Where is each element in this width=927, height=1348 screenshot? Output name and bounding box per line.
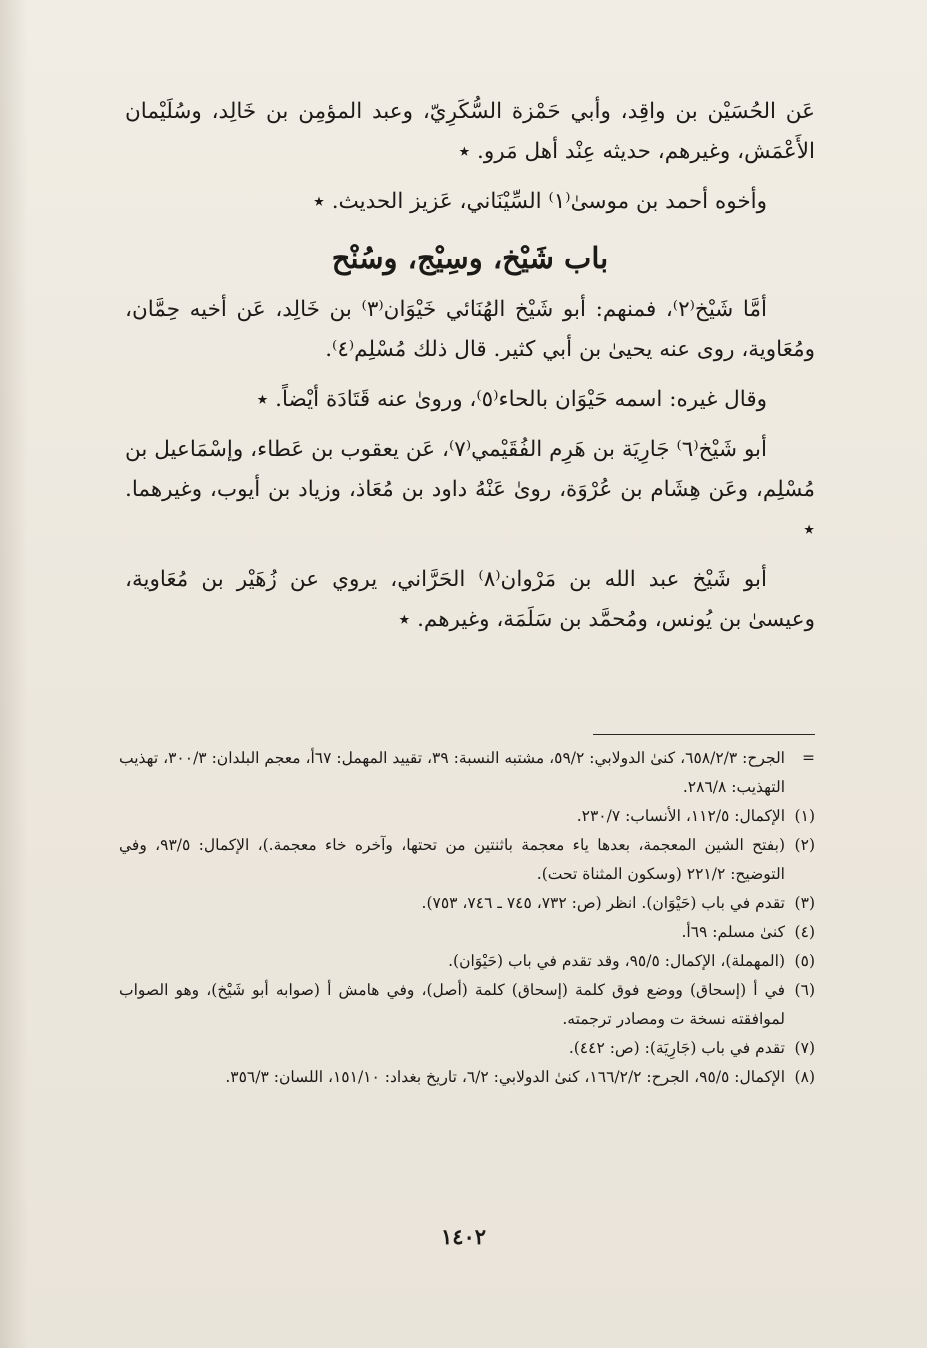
footnote-mark: (٢) [794, 836, 815, 854]
footnote-4 [119, 918, 815, 947]
footnote-3 [119, 889, 815, 918]
footnote-text: الإكمال: ١١٢/٥، الأنساب: ٢٣٠/٧. [576, 807, 785, 825]
page-number: ١٤٠٢ [440, 1224, 487, 1249]
footnote-text: كنىٰ مسلم: ٦٩أ. [681, 923, 785, 941]
footnote-mark: (٤) [794, 923, 815, 941]
footnote-text: (المهملة)، الإكمال: ٩٥/٥، وقد تقدم في باب (حَيْوَان). [448, 952, 785, 970]
footnote-text: تقدم في باب (حَيْوَان). انظر (ص: ٧٣٢، ٧٤٥ ـ ٧٤٦، ٧٥٣). [421, 894, 785, 912]
footnote-text: الإكمال: ٩٥/٥، الجرح: ١٦٦/٢/٢، كنىٰ الدولابي: ٦/٢، تاريخ بغداد: ١٥١/١٠، اللسان: ٣٥٦/٣. [225, 1068, 785, 1086]
paragraph-3: أمَّا شَيْخ⁽٢⁾، فمنهم: أبو شَيْخ الهُنَائي خَيْوَان⁽٣⁾ بن خَالِد، عَن أخيه حِمَّان، ومُعَاوية، روى عنه يحيىٰ بن أبي كثير. قال ذلك مُسْلِم⁽٤⁾. [125, 297, 815, 362]
footnotes [119, 744, 815, 1092]
footnote-mark: = [802, 749, 815, 767]
footnote-continuation [119, 744, 815, 802]
footnote-text: (بفتح الشين المعجمة، بعدها ياء معجمة باثنتين من تحتها، وآخره خاء معجمة.)، الإكمال: ٩٣/٥، وفي التوضيح: ٢٢١/٢ (وسكون المثناة تحت). [119, 836, 785, 883]
footnote-5 [119, 947, 815, 976]
footnote-mark: (٨) [794, 1068, 815, 1086]
main-text [125, 92, 815, 640]
footnote-8 [119, 1063, 815, 1092]
footnote-mark: (٣) [794, 894, 815, 912]
page-fold-shadow [0, 0, 28, 1348]
footnote-1 [119, 802, 815, 831]
footnote-mark: (٦) [794, 981, 815, 999]
paragraph-4: وقال غيره: اسمه حَيْوَان بالحاء⁽٥⁾، وروىٰ عنه قَتَادَة أيْضاً. ٭ [256, 387, 767, 412]
footnote-mark: (٧) [794, 1039, 815, 1057]
footnote-separator [593, 734, 815, 735]
paragraph-2: وأخوه أحمد بن موسىٰ⁽١⁾ السِّيْنَاني، عَزيز الحديث. ٭ [313, 189, 767, 214]
paragraph-5: أبو شَيْخ⁽٦⁾ جَارِيَة بن هَرِم الفُقَيْمي⁽٧⁾، عَن يعقوب بن عَطاء، وإسْمَاعيل بن مُسْلِم، وعَن هِشَام بن عُرْوَة، روىٰ عَنْهُ داود بن مُعَاذ، وزياد بن أيوب، وغيرهما. ٭ [125, 437, 815, 542]
paragraph-1: عَن الحُسَيْن بن واقِد، وأبي حَمْزة السُّكَرِيّ، وعبد المؤمِن بن خَالِد، وسُلَيْمان الأَعْمَش، وغيرهم، حديثه عِنْد أهل مَرو. ٭ [125, 99, 815, 164]
footnote-7 [119, 1034, 815, 1063]
paragraph-6: أبو شَيْخ عبد الله بن مَرْوان⁽٨⁾ الحَرَّاني، يروي عن زُهَيْر بن مُعَاوية، وعيسىٰ بن يُونس، ومُحمَّد بن سَلَمَة، وغيرهم. ٭ [125, 567, 815, 632]
footnote-mark: (٥) [794, 952, 815, 970]
footnote-6 [119, 976, 815, 1034]
footnote-text: في أ (إسحاق) ووضع فوق كلمة (إسحاق) كلمة (أصل)، وفي هامش أ (صوابه أبو شَيْخ)، وهو الصواب لموافقته نسخة ت ومصادر ترجمته. [119, 981, 785, 1028]
chapter-heading: باب شَيْخ، وسِيْج، وسُنْح [331, 241, 609, 275]
footnote-2 [119, 831, 815, 889]
footnote-text: تقدم في باب (جَارِيَة): (ص: ٤٤٢). [568, 1039, 785, 1057]
footnote-mark: (١) [794, 807, 815, 825]
footnote-text: الجرح: ٦٥٨/٢/٣، كنىٰ الدولابي: ٥٩/٢، مشتبه النسبة: ٣٩، تقييد المهمل: ٦٧أ، معجم البلدان: ٣٠٠/٣، تهذيب التهذيب: ٢٨٦/٨. [119, 749, 785, 796]
